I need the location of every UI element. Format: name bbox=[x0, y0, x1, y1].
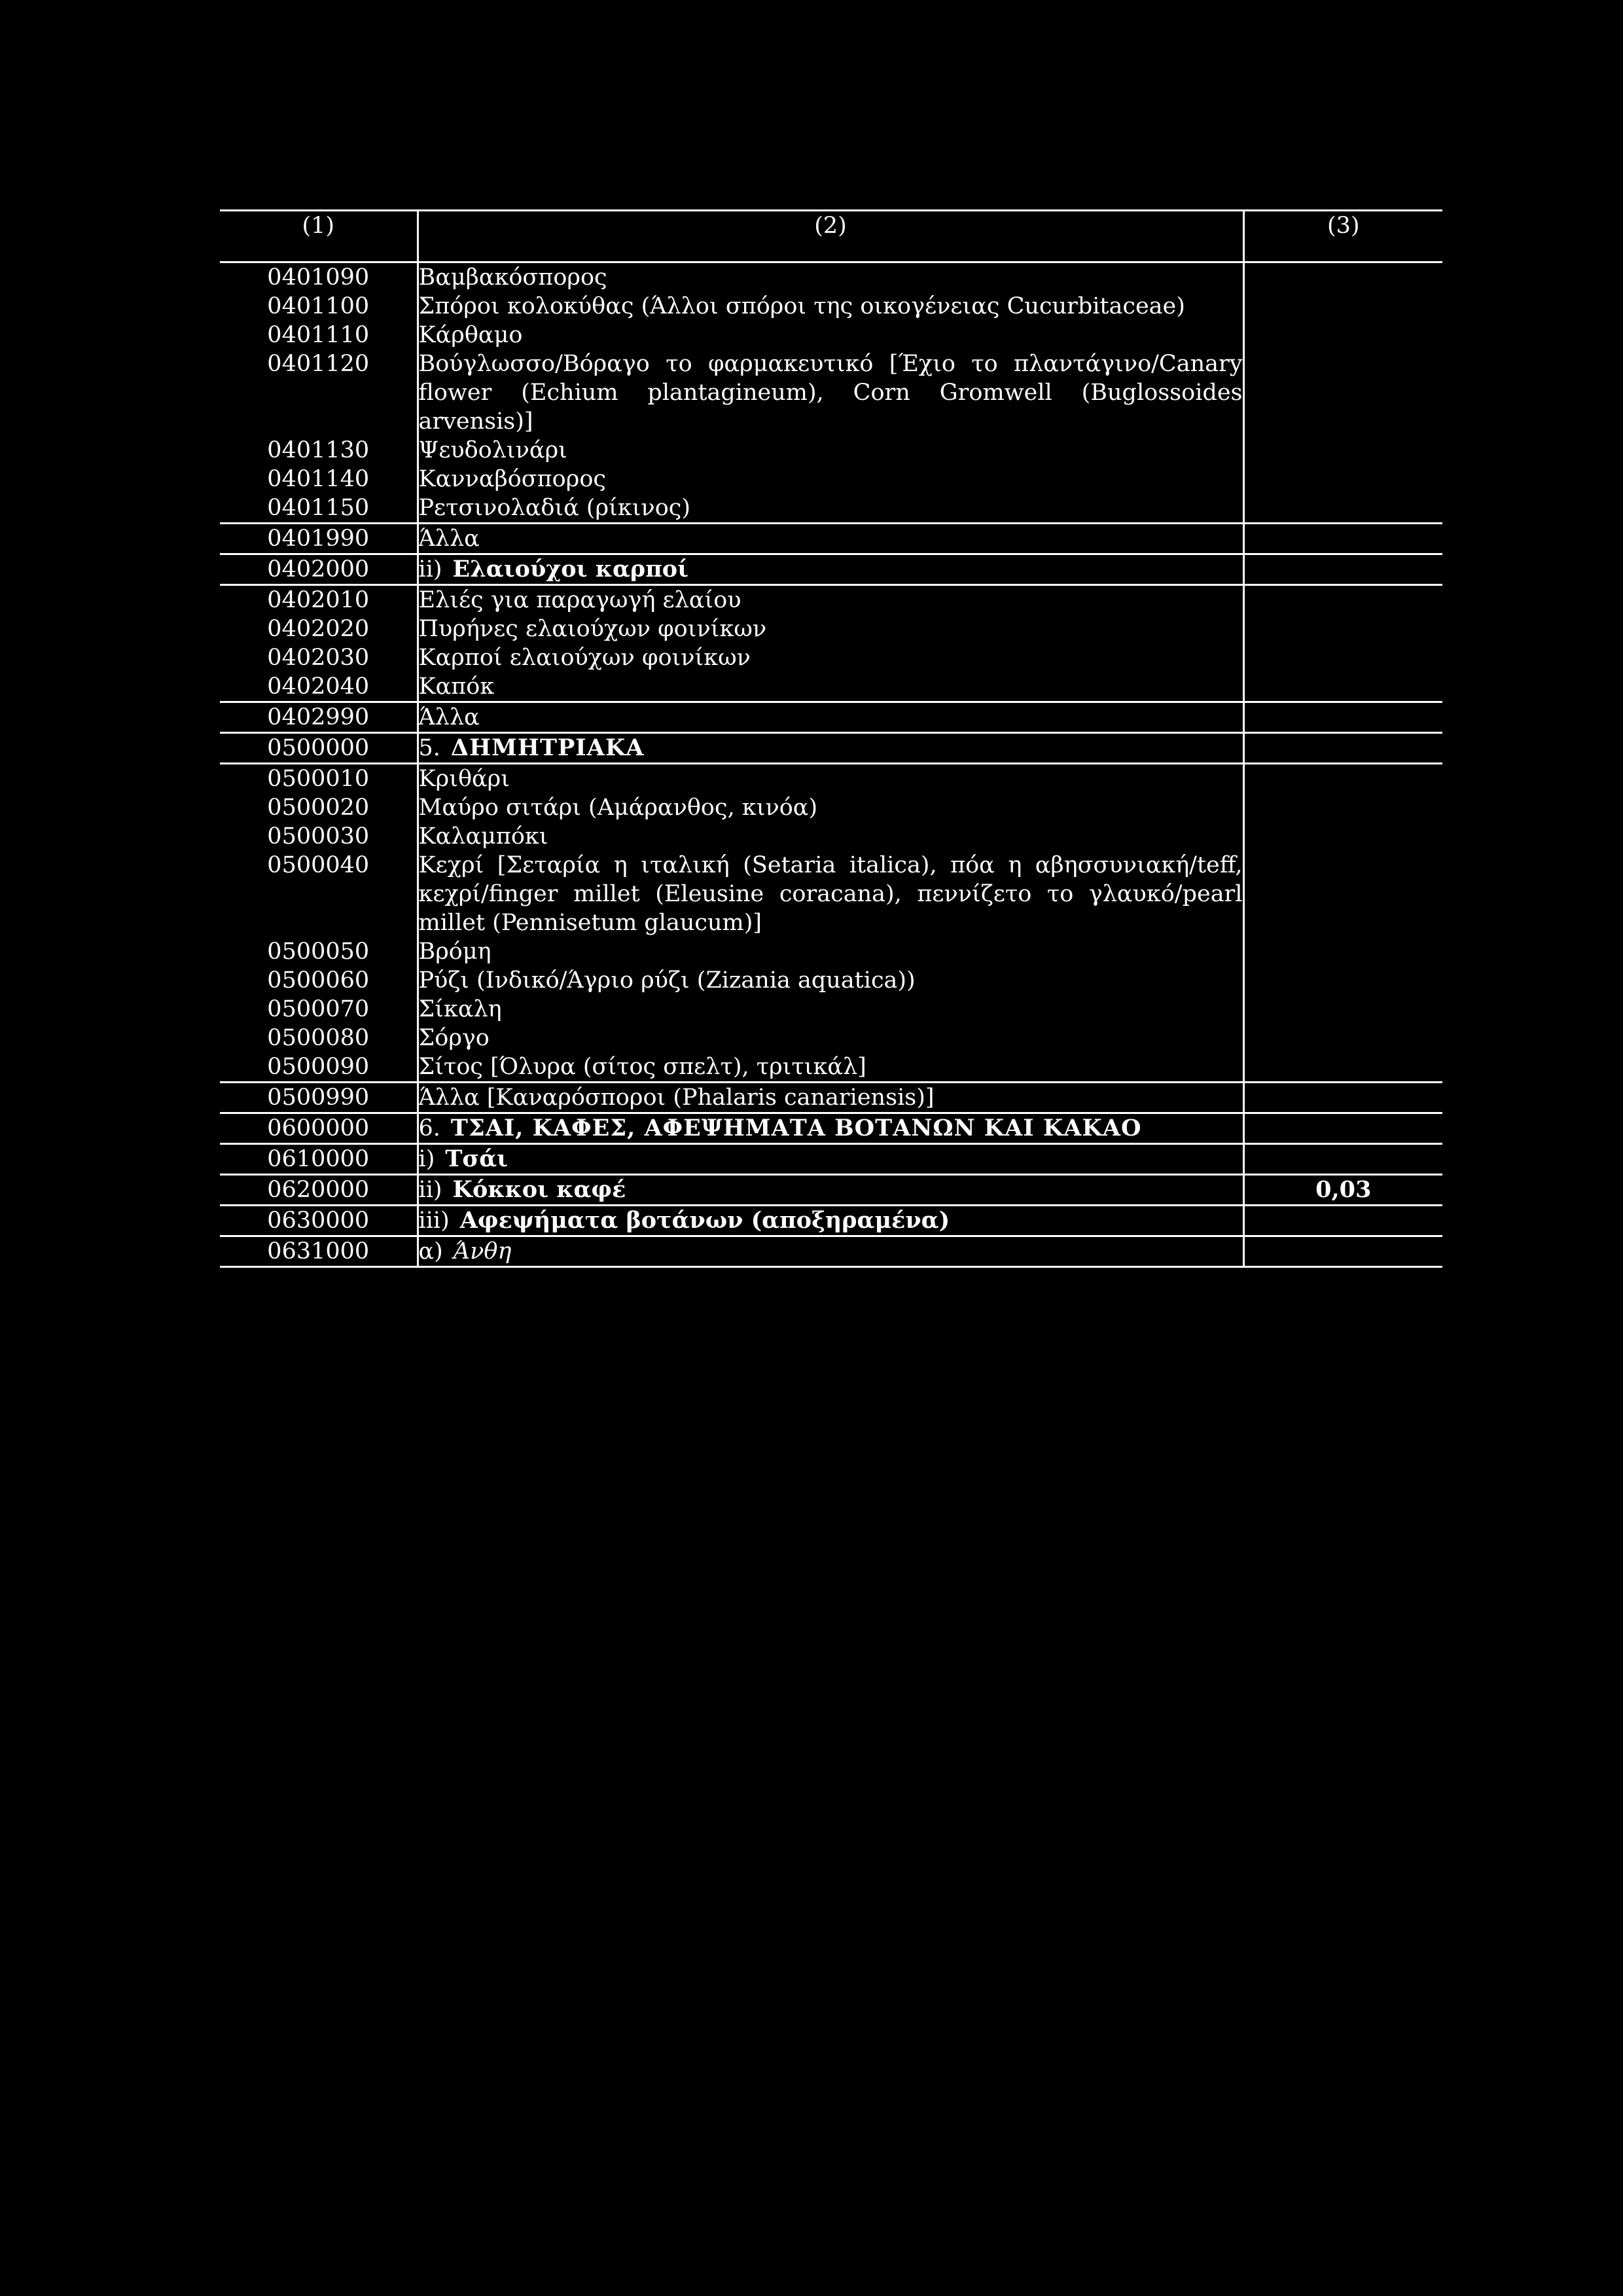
row-code: 0610000 bbox=[220, 1144, 418, 1175]
row-code: 0500990 bbox=[220, 1083, 418, 1113]
row-code: 0401120 bbox=[267, 351, 370, 377]
row-description bbox=[418, 1052, 1243, 1083]
table-row bbox=[220, 1144, 1442, 1175]
table-row bbox=[220, 793, 1442, 822]
table-row bbox=[220, 524, 1442, 554]
row-text: Αφεψήματα βοτάνων (αποξηραμένα) bbox=[459, 1207, 950, 1234]
row-code: 0402030 bbox=[267, 645, 370, 671]
row-text: Κριθάρι bbox=[418, 766, 510, 792]
row-code: 0500030 bbox=[267, 823, 370, 850]
row-description bbox=[418, 262, 1243, 293]
header-col-2: (2) bbox=[418, 211, 1243, 262]
table-row bbox=[220, 1206, 1442, 1236]
row-limit-value bbox=[1243, 643, 1442, 672]
row-text: Καπόκ bbox=[418, 673, 495, 700]
row-code: 0630000 bbox=[220, 1206, 418, 1236]
row-limit-value bbox=[1243, 995, 1442, 1024]
row-text: ΔΗΜΗΤΡΙΑΚΑ bbox=[450, 734, 645, 761]
row-description bbox=[418, 793, 1243, 822]
row-text: Καλαμπόκι bbox=[418, 823, 548, 850]
table-row bbox=[220, 1083, 1442, 1113]
row-description bbox=[418, 1206, 1243, 1236]
table-row bbox=[220, 1113, 1442, 1144]
table-row bbox=[220, 733, 1442, 764]
row-text: Κανναβόσπορος bbox=[418, 466, 606, 492]
row-text: Άλλα bbox=[418, 526, 480, 552]
table-row bbox=[220, 436, 1442, 465]
row-limit-value bbox=[1243, 615, 1442, 643]
row-enumerator: 6. bbox=[418, 1115, 440, 1141]
row-code: 0500040 bbox=[267, 852, 370, 878]
table-row bbox=[220, 493, 1442, 524]
table-header bbox=[220, 211, 1442, 262]
row-limit-value bbox=[1243, 1024, 1442, 1052]
row-text: Σόργο bbox=[418, 1025, 490, 1051]
row-description bbox=[418, 643, 1243, 672]
row-description bbox=[418, 1236, 1243, 1267]
row-description bbox=[418, 851, 1243, 937]
row-code: 0500070 bbox=[267, 996, 370, 1022]
mrl-table bbox=[220, 209, 1442, 1268]
row-code: 0402020 bbox=[267, 616, 370, 642]
table-row bbox=[220, 321, 1442, 350]
table-row bbox=[220, 350, 1442, 436]
row-limit-value bbox=[1243, 1052, 1442, 1083]
row-text: Ελαιούχοι καρποί bbox=[452, 556, 689, 583]
table-row bbox=[220, 465, 1442, 493]
row-limit-value bbox=[1243, 524, 1442, 554]
row-limit-value bbox=[1243, 1144, 1442, 1175]
row-enumerator: ii) bbox=[418, 1177, 442, 1203]
row-text: Βρόμη bbox=[418, 939, 491, 965]
row-description bbox=[418, 493, 1243, 524]
table-row bbox=[220, 995, 1442, 1024]
row-code: 0631000 bbox=[220, 1236, 418, 1267]
row-limit-value bbox=[1243, 1083, 1442, 1113]
row-description bbox=[418, 524, 1243, 554]
table-row bbox=[220, 702, 1442, 733]
row-description bbox=[418, 350, 1243, 436]
row-code: 0500010 bbox=[220, 764, 418, 794]
table-row bbox=[220, 851, 1442, 937]
row-code: 0401150 bbox=[267, 495, 370, 521]
table-row bbox=[220, 585, 1442, 615]
table-row bbox=[220, 1024, 1442, 1052]
row-description bbox=[418, 822, 1243, 851]
row-code: 0401100 bbox=[267, 293, 370, 319]
row-description bbox=[418, 937, 1243, 966]
row-limit-value bbox=[1243, 822, 1442, 851]
row-limit-value bbox=[1243, 493, 1442, 524]
row-description bbox=[418, 465, 1243, 493]
row-code: 0401130 bbox=[267, 437, 370, 463]
row-limit-value bbox=[1243, 321, 1442, 350]
row-description bbox=[418, 1144, 1243, 1175]
row-description bbox=[418, 1083, 1243, 1113]
row-text: Ελιές για παραγωγή ελαίου bbox=[418, 587, 741, 613]
row-limit-value bbox=[1243, 350, 1442, 436]
row-text: Μαύρο σιτάρι (Αμάρανθος, κινόα) bbox=[418, 795, 818, 821]
row-code: 0500000 bbox=[220, 733, 418, 764]
row-description bbox=[418, 995, 1243, 1024]
row-enumerator: α) bbox=[418, 1238, 443, 1265]
header-col-3: (3) bbox=[1243, 211, 1442, 262]
table-row bbox=[220, 262, 1442, 293]
row-limit-value bbox=[1243, 262, 1442, 293]
table-body bbox=[220, 262, 1442, 1267]
table-row bbox=[220, 1236, 1442, 1267]
header-col-1: (1) bbox=[220, 211, 418, 262]
row-enumerator: 5. bbox=[418, 735, 440, 761]
row-limit-value bbox=[1243, 966, 1442, 995]
table-row bbox=[220, 1052, 1442, 1083]
row-text: Ρετσινολαδιά (ρίκινος) bbox=[418, 495, 691, 521]
row-description bbox=[418, 292, 1243, 321]
row-limit-value bbox=[1243, 764, 1442, 794]
row-enumerator: iii) bbox=[418, 1208, 450, 1234]
row-code: 0401110 bbox=[267, 322, 370, 348]
row-description bbox=[418, 764, 1243, 794]
row-text: Άνθη bbox=[453, 1238, 512, 1265]
row-limit-value bbox=[1243, 292, 1442, 321]
row-text: ΤΣΑΙ, ΚΑΦΕΣ, ΑΦΕΨΗΜΑΤΑ ΒΟΤΑΝΩΝ ΚΑΙ ΚΑΚΑΟ bbox=[450, 1115, 1142, 1141]
row-limit-value bbox=[1243, 554, 1442, 585]
row-code: 0500020 bbox=[267, 795, 370, 821]
row-code: 0402990 bbox=[220, 702, 418, 733]
row-description bbox=[418, 1113, 1243, 1144]
row-text: Σπόροι κολοκύθας (Άλλοι σπόροι της οικογένειας Cucurbitaceae) bbox=[418, 293, 1185, 319]
row-description bbox=[418, 733, 1243, 764]
row-limit-value bbox=[1243, 1113, 1442, 1144]
row-text: Τσάι bbox=[445, 1145, 508, 1172]
row-text: Βούγλωσσο/Βόραγο το φαρμακευτικό [Έχιο το πλαντάγινο/Canary flower (Echium plantagineum), Corn Gromwell (Buglossoides arvensis)] bbox=[418, 351, 1243, 435]
row-limit-value bbox=[1243, 793, 1442, 822]
row-text: Άλλα bbox=[418, 704, 480, 730]
row-code: 0500090 bbox=[267, 1054, 370, 1080]
row-limit-value bbox=[1243, 672, 1442, 702]
row-text: Ρύζι (Ινδικό/Άγριο ρύζι (Zizania aquatica)) bbox=[418, 967, 916, 994]
row-limit-value bbox=[1243, 465, 1442, 493]
row-text: Ψευδολινάρι bbox=[418, 437, 567, 463]
row-code: 0402040 bbox=[267, 673, 370, 700]
row-limit-value bbox=[1243, 436, 1442, 465]
row-text: Κεχρί [Σεταρία η ιταλική (Setaria italica), πόα η αβησσυνιακή/teff, κεχρί/finger millet (Eleusine coracana), πεννίζετο το γλαυκό/pearl millet (Pennisetum glaucum)] bbox=[418, 852, 1243, 936]
table-row bbox=[220, 822, 1442, 851]
row-limit-value bbox=[1243, 585, 1442, 615]
row-text: Πυρήνες ελαιούχων φοινίκων bbox=[418, 616, 767, 642]
row-limit-value bbox=[1243, 733, 1442, 764]
table-row bbox=[220, 937, 1442, 966]
row-text: Κάρθαμο bbox=[418, 322, 523, 348]
row-code: 0401990 bbox=[220, 524, 418, 554]
row-description bbox=[418, 966, 1243, 995]
row-description bbox=[418, 436, 1243, 465]
row-limit-value bbox=[1243, 1236, 1442, 1267]
row-text: Βαμβακόσπορος bbox=[418, 264, 607, 291]
row-code: 0620000 bbox=[220, 1175, 418, 1206]
row-code: 0402000 bbox=[220, 554, 418, 585]
row-text: Κόκκοι καφέ bbox=[452, 1176, 626, 1203]
row-description bbox=[418, 702, 1243, 733]
row-description bbox=[418, 585, 1243, 615]
table-row bbox=[220, 643, 1442, 672]
row-description bbox=[418, 1024, 1243, 1052]
table-row bbox=[220, 966, 1442, 995]
row-description bbox=[418, 615, 1243, 643]
row-enumerator: i) bbox=[418, 1146, 435, 1172]
row-description bbox=[418, 1175, 1243, 1206]
row-description bbox=[418, 321, 1243, 350]
table-row bbox=[220, 1175, 1442, 1206]
row-code: 0500060 bbox=[267, 967, 370, 994]
row-text: Σίτος [Όλυρα (σίτος σπελτ), τριτικάλ] bbox=[418, 1054, 866, 1080]
row-limit-value bbox=[1243, 702, 1442, 733]
row-text: Σίκαλη bbox=[418, 996, 502, 1022]
table-row bbox=[220, 292, 1442, 321]
row-description bbox=[418, 672, 1243, 702]
row-text: Καρποί ελαιούχων φοινίκων bbox=[418, 645, 751, 671]
row-code: 0500080 bbox=[267, 1025, 370, 1051]
table-row bbox=[220, 615, 1442, 643]
table-row bbox=[220, 554, 1442, 585]
table-row bbox=[220, 672, 1442, 702]
row-code: 0401140 bbox=[267, 466, 370, 492]
row-code: 0402010 bbox=[220, 585, 418, 615]
row-limit-value bbox=[1243, 851, 1442, 937]
row-limit-value: 0,03 bbox=[1243, 1175, 1442, 1206]
row-text: Άλλα [Καναρόσποροι (Phalaris canariensis)] bbox=[418, 1085, 935, 1111]
row-description bbox=[418, 554, 1243, 585]
row-code: 0600000 bbox=[220, 1113, 418, 1144]
table-row bbox=[220, 764, 1442, 794]
row-code: 0401090 bbox=[267, 264, 370, 291]
row-code: 0500050 bbox=[267, 939, 370, 965]
row-limit-value bbox=[1243, 1206, 1442, 1236]
row-limit-value bbox=[1243, 937, 1442, 966]
row-enumerator: ii) bbox=[418, 556, 442, 583]
